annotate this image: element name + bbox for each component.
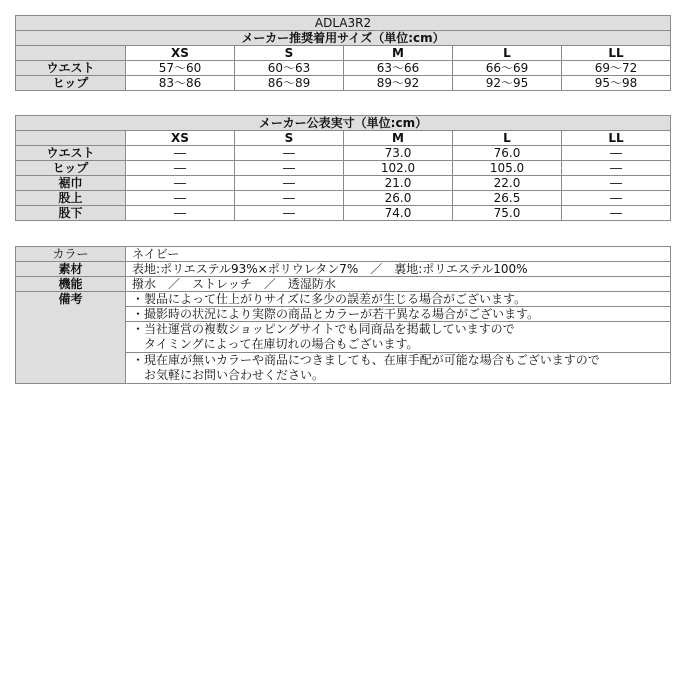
table-cell: 21.0 [344,176,453,191]
table-cell: 63〜66 [344,61,453,76]
table-cell: ― [562,206,671,221]
notes-row [16,292,671,307]
table-cell: 75.0 [453,206,562,221]
size-header-row [16,46,671,61]
table-cell: 105.0 [453,161,562,176]
row-label: 股下 [16,206,126,221]
size-header: M [344,131,453,146]
table-cell: 86〜89 [235,76,344,91]
table-cell: ― [235,161,344,176]
table-row [16,76,671,91]
note-item: ・製品によって仕上がりサイズに多少の誤差が生じる場合がございます。 [126,292,671,307]
size-header: XS [126,131,235,146]
table-cell: 26.5 [453,191,562,206]
note-line: ・現在庫が無いカラーや商品につきましても、在庫手配が可能な場合もございますので [132,353,600,367]
material-label: 素材 [16,262,126,277]
table-row [16,191,671,206]
size-header: S [235,131,344,146]
table-row [16,176,671,191]
function-value: 撥水 ／ ストレッチ ／ 透湿防水 [126,277,671,292]
table-cell: ― [562,161,671,176]
table-cell: ― [235,176,344,191]
size-header: M [344,46,453,61]
notes-label: 備考 [16,292,126,384]
measured-size-table [15,115,671,221]
table-cell: ― [126,206,235,221]
measured-title: メーカー公表実寸（単位:cm） [16,116,671,131]
table-cell: 66〜69 [453,61,562,76]
table-row [16,61,671,76]
function-label: 機能 [16,277,126,292]
material-value: 表地:ポリエステル93%×ポリウレタン7% ／ 裏地:ポリエステル100% [126,262,671,277]
table-cell: 69〜72 [562,61,671,76]
table-cell: ― [562,176,671,191]
table-cell: 76.0 [453,146,562,161]
row-label: ヒップ [16,161,126,176]
note-item-multiline [126,322,671,353]
size-header: LL [562,46,671,61]
size-header: S [235,46,344,61]
recommended-title: メーカー推奨着用サイズ（単位:cm） [16,31,671,46]
detail-row-material [16,262,671,277]
size-header: L [453,131,562,146]
note-line: タイミングによって在庫切れの場合もございます。 [132,337,419,351]
table-cell: ― [126,146,235,161]
note-item-multiline [126,353,671,384]
table-cell: 22.0 [453,176,562,191]
product-details-table [15,246,671,384]
table-cell: 73.0 [344,146,453,161]
recommended-size-table [15,15,671,91]
table-cell: ― [562,191,671,206]
table-cell: 89〜92 [344,76,453,91]
color-label: カラー [16,247,126,262]
size-header: XS [126,46,235,61]
note-item: ・撮影時の状況により実際の商品とカラーが若干異なる場合がございます。 [126,307,671,322]
table-cell: ― [235,191,344,206]
table-row [16,161,671,176]
note-line: ・当社運営の複数ショッピングサイトでも同商品を掲載していますので [132,322,515,336]
color-value: ネイビー [126,247,671,262]
row-label: 裾巾 [16,176,126,191]
table-cell: ― [126,191,235,206]
table-cell: ― [126,161,235,176]
table-cell: ― [235,146,344,161]
table-cell: 26.0 [344,191,453,206]
size-header: LL [562,131,671,146]
row-label: 股上 [16,191,126,206]
detail-row-function [16,277,671,292]
size-header: L [453,46,562,61]
table-cell: 95〜98 [562,76,671,91]
table-cell: ― [126,176,235,191]
table-cell: 57〜60 [126,61,235,76]
table-row [16,146,671,161]
table-row [16,206,671,221]
row-label: ウエスト [16,146,126,161]
note-line: お気軽にお問い合わせください。 [132,368,325,382]
detail-row-color [16,247,671,262]
row-label: ヒップ [16,76,126,91]
table-cell: 92〜95 [453,76,562,91]
table-cell: ― [562,146,671,161]
table-cell: ― [235,206,344,221]
table-cell: 102.0 [344,161,453,176]
table-cell: 60〜63 [235,61,344,76]
product-code: ADLA3R2 [16,16,671,31]
row-label: ウエスト [16,61,126,76]
table-cell: 74.0 [344,206,453,221]
size-header-row [16,131,671,146]
table-cell: 83〜86 [126,76,235,91]
